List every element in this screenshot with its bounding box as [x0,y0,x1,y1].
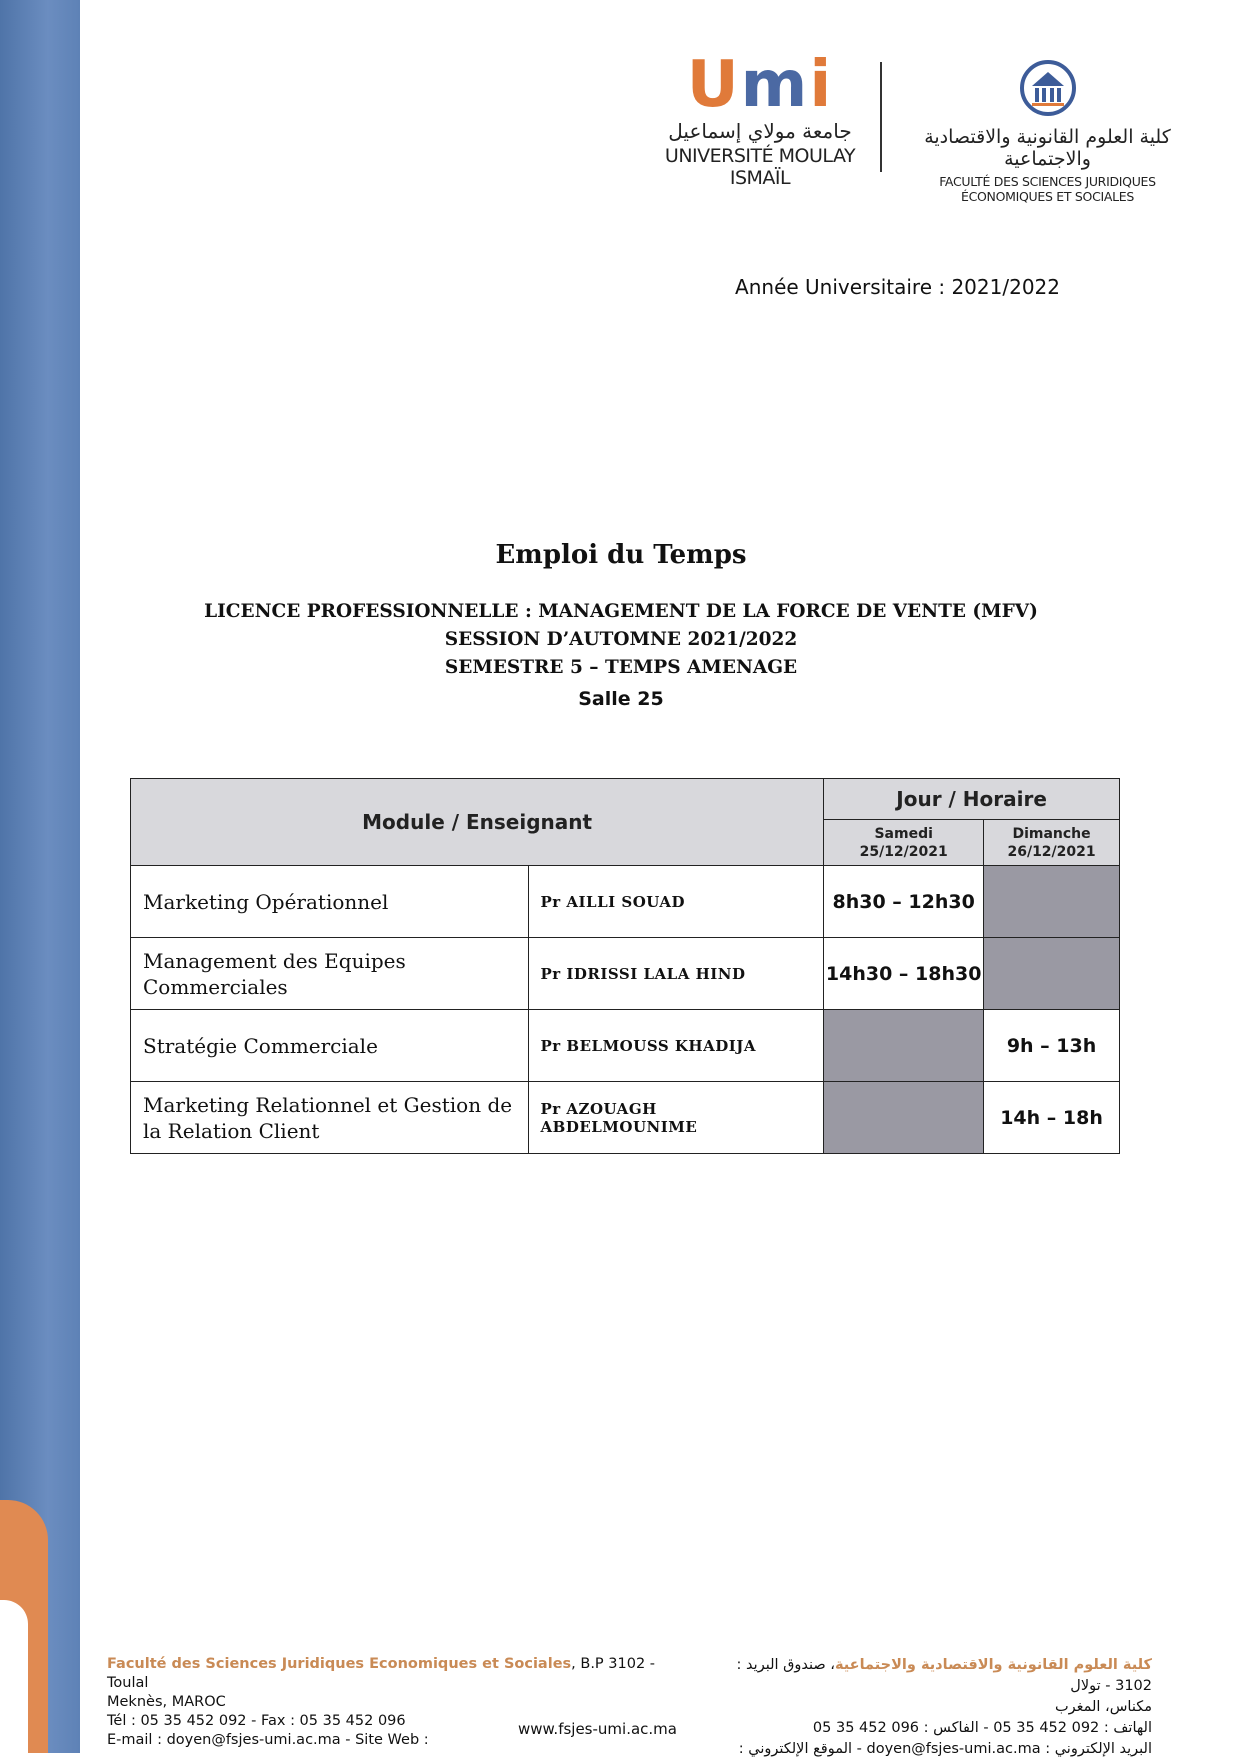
table-row [131,866,1120,938]
day-date: 26/12/2021 [1007,843,1096,860]
umi-logo [655,48,865,189]
slot-samedi-empty [824,1082,984,1154]
teacher-name: Pr IDRISSI LALA HIND [528,938,824,1010]
table-row [131,1082,1120,1154]
module-name: Stratégie Commerciale [131,1010,529,1082]
faculty-emblem-icon [1020,60,1076,116]
day-name: Dimanche [1012,825,1091,842]
footer-ar-city: مكناس، المغرب [1054,1699,1152,1715]
day-name: Samedi [874,825,933,842]
module-header: Module / Enseignant [131,779,824,866]
page-title: Emploi du Temps [495,540,747,570]
slot-dimanche: 14h – 18h [984,1082,1120,1154]
schedule-table [130,778,1120,1154]
subtitle-program: LICENCE PROFESSIONNELLE : MANAGEMENT DE LA FORCE DE VENTE (MFV) [204,601,1038,622]
subtitle-semester: SEMESTRE 5 – TEMPS AMENAGE [444,657,798,678]
academic-year: Année Universitaire : 2021/2022 [735,275,1060,299]
faculty-french-name: FACULTÉ DES SCIENCES JURIDIQUES ÉCONOMIQUES ET SOCIALES [939,174,1156,204]
slot-dimanche-empty [984,866,1120,938]
footer-bp: , B.P 3102 - Toulal [107,1656,656,1691]
umi-arabic-name: جامعة مولاي إسماعيل [668,119,852,143]
teacher-name: Pr BELMOUSS KHADIJA [528,1010,824,1082]
day-date: 25/12/2021 [859,843,948,860]
table-row [131,938,1120,1010]
teacher-name: Pr AZOUAGH ABDELMOUNIME [528,1082,824,1154]
day-header-dimanche [984,820,1120,866]
slot-samedi: 8h30 – 12h30 [824,866,984,938]
table-row [131,1010,1120,1082]
footer-ar-bp: ، صندوق البريد : 3102 - تولال [736,1657,1152,1694]
footer-ar-phone: الهاتف : 092 452 35 05 - الفاكس : 096 452 35 05 [812,1720,1152,1736]
footer-email: E-mail : doyen@fsjes-umi.ac.ma - Site Web : [107,1732,429,1748]
teacher-name: Pr AILLI SOUAD [528,866,824,938]
module-name: Marketing Relationnel et Gestion de la Relation Client [131,1082,529,1154]
slot-samedi-empty [824,1010,984,1082]
footer-ar-faculty: كلية العلوم القانونية والاقتصادية والاجتماعية [834,1657,1152,1673]
subtitle-session: SESSION D’AUTOMNE 2021/2022 [444,629,798,650]
slot-dimanche: 9h – 13h [984,1010,1120,1082]
umi-mark-icon: Umi [686,48,834,122]
footer-phone: Tél : 05 35 452 092 - Fax : 05 35 452 096 [107,1713,406,1729]
slot-dimanche-empty [984,938,1120,1010]
module-name: Management des Equipes Commerciales [131,938,529,1010]
footer-city: Meknès, MAROC [107,1694,226,1710]
footer-address-ar [700,1655,1152,1760]
footer-ar-email: البريد الإلكتروني : doyen@fsjes-umi.ac.ma - الموقع الإلكتروني : [738,1741,1152,1757]
module-name: Marketing Opérationnel [131,866,529,938]
left-accent-cutout [0,1600,28,1753]
jour-header: Jour / Horaire [824,779,1120,820]
slot-samedi: 14h30 – 18h30 [824,938,984,1010]
footer-website-link[interactable]: www.fsjes-umi.ac.ma [518,1720,677,1738]
umi-french-name: UNIVERSITÉ MOULAY ISMAÏL [664,145,856,189]
footer-faculty-name: Faculté des Sciences Juridiques Economiques et Sociales [107,1656,572,1672]
faculty-logo [895,60,1200,204]
faculty-arabic-name: كلية العلوم القانونية والاقتصادية والاجتماعية [924,126,1171,170]
day-header-samedi [824,820,984,866]
left-color-band [0,0,80,1753]
logo-separator [880,62,882,172]
room: Salle 25 [578,688,664,710]
